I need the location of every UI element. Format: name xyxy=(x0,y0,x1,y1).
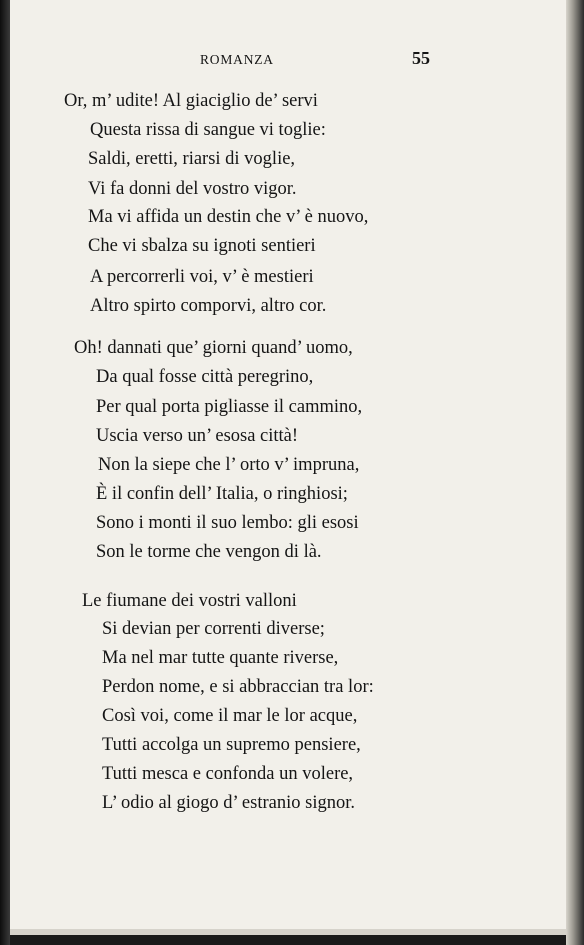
verse-line: L’ odio al giogo d’ estranio signor. xyxy=(102,793,355,813)
verse-line: A percorrerli voi, v’ è mestieri xyxy=(90,267,314,287)
page-left-shadow xyxy=(0,0,10,945)
page-number: 55 xyxy=(412,48,430,68)
verse-line: Le fiumane dei vostri valloni xyxy=(82,591,297,611)
verse-line: Che vi sbalza su ignoti sentieri xyxy=(88,236,316,256)
verse-line: Ma nel mar tutte quante riverse, xyxy=(102,648,339,668)
verse-line: Si devian per correnti diverse; xyxy=(102,619,325,639)
verse-line: Da qual fosse città peregrino, xyxy=(96,367,314,387)
verse-line: È il confin dell’ Italia, o ringhiosi; xyxy=(96,484,348,504)
verse-line: Ma vi affida un destin che v’ è nuovo, xyxy=(88,207,369,227)
verse-line: Non la siepe che l’ orto v’ impruna, xyxy=(98,455,360,475)
running-title: ROMANZA xyxy=(200,52,274,67)
verse-line: Perdon nome, e si abbraccian tra lor: xyxy=(102,677,374,697)
verse-line: Uscia verso un’ esosa città! xyxy=(96,426,299,446)
verse-line: Or, m’ udite! Al giaciglio de’ servi xyxy=(64,91,318,111)
verse-line: Questa rissa di sangue vi toglie: xyxy=(90,120,326,140)
page-bottom-edge xyxy=(10,929,566,935)
page-right-edge xyxy=(566,0,584,945)
verse-line: Saldi, eretti, riarsi di voglie, xyxy=(88,149,296,169)
verse-line: Altro spirto comporvi, altro cor. xyxy=(90,296,327,316)
verse-line: Tutti accolga un supremo pensiere, xyxy=(102,735,361,755)
book-page xyxy=(10,0,566,935)
verse-line: Per qual porta pigliasse il cammino, xyxy=(96,397,363,417)
verse-line: Sono i monti il suo lembo: gli esosi xyxy=(96,513,359,533)
verse-line: Son le torme che vengon di là. xyxy=(96,542,322,562)
verse-line: Così voi, come il mar le lor acque, xyxy=(102,706,358,726)
verse-line: Tutti mesca e confonda un volere, xyxy=(102,764,354,784)
verse-line: Oh! dannati que’ giorni quand’ uomo, xyxy=(74,338,353,358)
page-header xyxy=(10,48,566,74)
verse-line: Vi fa donni del vostro vigor. xyxy=(88,179,297,199)
